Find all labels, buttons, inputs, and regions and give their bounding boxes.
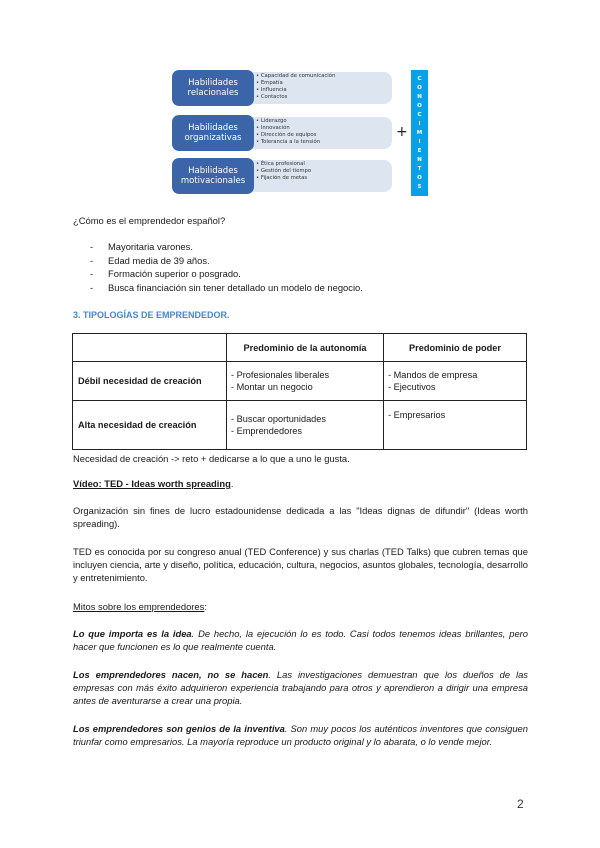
knowledge-letter: M [416,129,423,136]
list-item: - Edad media de 39 años. [90,254,363,268]
myth-paragraph: Lo que importa es la idea. De hecho, la ejecución lo es todo. Casi todos tenemos ideas brillantes, pero hacer que funcionen es lo que realmente cuenta. [73,628,529,652]
skill-row-organizational [172,115,392,151]
table-cell: - Empresarios [384,401,527,450]
skill-items: • Liderazgo • Innovación • Dirección de equipos • Tolerancia a la tensión [256,118,320,146]
skills-diagram [172,70,428,196]
skill-row-motivational [172,158,392,194]
knowledge-letter: N [417,157,422,164]
list-item: - Formación superior o posgrado. [90,267,363,281]
skill-label: Habilidades organizativas [172,115,254,151]
list-item: - Mayoritaria varones. [90,240,363,254]
page-number: 2 [517,797,524,811]
table-row [73,362,527,401]
table-cell: - Profesionales liberales - Montar un negocio [227,362,384,401]
question-heading: ¿Cómo es el emprendedor español? [73,215,226,226]
myth-paragraph: Los emprendedores nacen, no se hacen. Las investigaciones demuestran que los dueños de las empresas con más éxito adquirieron experiencia trabajando para otros y aprendieron a dirigir una empresa antes de aventurarse a crear una propia. [73,669,528,706]
knowledge-letter: N [417,93,422,100]
myths-heading-line: Mitos sobre los emprendedores: [73,601,207,612]
knowledge-letter: S [417,184,422,191]
knowledge-letter: I [418,138,421,145]
plus-sign: + [396,124,408,140]
ted-description-paragraph: TED es conocida por su congreso anual (TED Conference) y sus charlas (TED Talks) que cubren temas que incluyen ciencia, arte y diseño, política, educación, cultura, negocios, asuntos globales, tecnología, desarrollo y entretenimiento. [73,546,528,583]
knowledge-letter: T [417,166,422,173]
section-heading: 3. TIPOLOGÍAS DE EMPRENDEDOR. [73,310,230,320]
profile-bullet-list [90,240,363,294]
creation-note: Necesidad de creación -> reto + dedicarse a lo que a uno le gusta. [73,453,350,464]
row-header: Débil necesidad de creación [73,362,227,401]
myths-heading: Mitos sobre los emprendedores [73,601,205,612]
knowledge-letter: C [417,111,422,118]
table-header-empty [73,334,227,362]
knowledge-bar [411,70,428,196]
myth-paragraph: Los emprendedores son genios de la inventiva. Son muy pocos los auténticos inventores que consiguen triunfar como empresarios. La mayoría reproduce un producto original y lo abarata, o lo vende mejor. [73,723,528,747]
ted-organization-paragraph: Organización sin fines de lucro estadounidense dedicada a las "Ideas dignas de difundir" (Ideas worth spreading). [73,505,528,529]
video-link[interactable]: Vídeo: TED - Ideas worth spreading [73,478,231,489]
skill-items: • Ética profesional • Gestión del tiempo • Fijación de metas [256,161,311,182]
table-cell: - Buscar oportunidades - Emprendedores [227,401,384,450]
knowledge-letter: O [417,84,422,91]
skill-label: Habilidades motivacionales [172,158,254,194]
skill-items: • Capacidad de comunicación • Empatía • Influencia • Contactos [256,73,335,101]
knowledge-letter: O [417,175,422,182]
knowledge-letter: I [418,120,421,127]
video-line: Vídeo: TED - Ideas worth spreading. [73,478,234,489]
table-row [73,401,527,450]
list-item: - Busca financiación sin tener detallado un modelo de negocio. [90,281,363,295]
typology-table [72,333,527,450]
knowledge-letter: C [417,75,422,82]
row-header: Alta necesidad de creación [73,401,227,450]
table-cell: - Mandos de empresa - Ejecutivos [384,362,527,401]
skill-row-relational [172,70,392,106]
table-header: Predominio de la autonomía [227,334,384,362]
skill-label: Habilidades relacionales [172,70,254,106]
knowledge-letter: E [417,148,422,155]
table-header: Predominio de poder [384,334,527,362]
knowledge-letter: O [417,102,422,109]
